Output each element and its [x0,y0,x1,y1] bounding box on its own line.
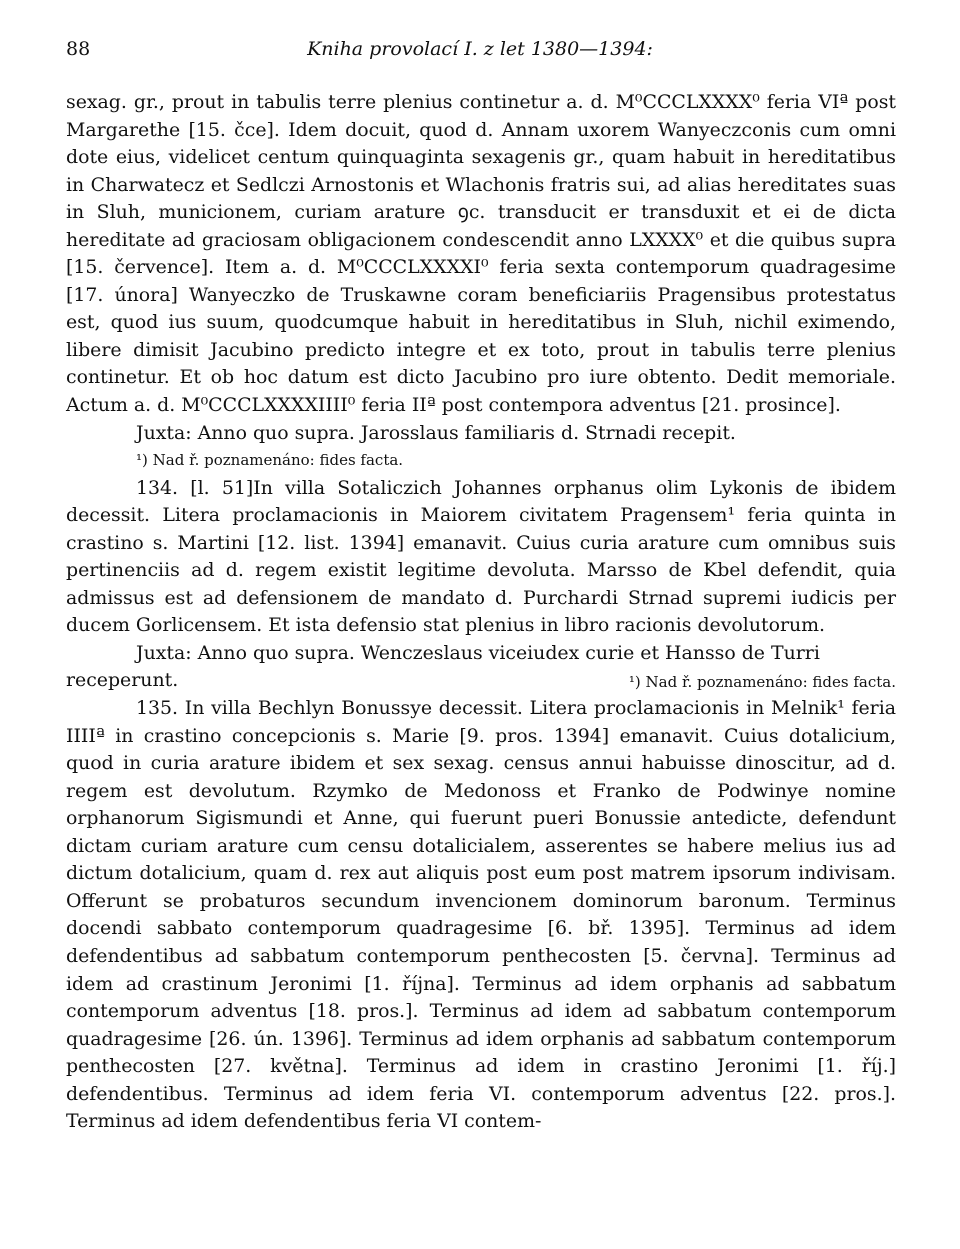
footnote-2: ¹) Nad ř. poznamenáno: fides facta. [628,673,896,692]
received-word: receperunt. [66,669,179,692]
entry-134: 134. [l. 51]In villa Sotaliczich Johannes orphanus olim Lykonis de ibidem decessit. Litera proclamacionis in Maiorem civitatem Pragensem¹ feria quinta in crastino s. Martini [12. list. 1394] emanavit. Cuius curia arature cum omnibus suis pertinenciis ad d. regem existit legitime devoluta. Marsso de Kbel defendit, quia admissus est ad defensionem de mandato d. Purchardi Strnad supremi iudicis per ducem Gorlicensem. Et ista defensio stat plenius in libro racionis devolutorum. [66,476,896,637]
page-header [66,38,894,68]
juxta-note-2: Juxta: Anno quo supra. Wenczeslaus viceiudex curie et Hansso de Turri [136,641,820,664]
running-title: Kniha provolací I. z let 1380—1394: [307,38,653,60]
footnote-1: ¹) Nad ř. poznamenáno: fides facta. [136,451,404,470]
juxta-note-2-end [66,667,896,695]
juxta-note-1: Juxta: Anno quo supra. Jarosslaus familiaris d. Strnadi recepit. [136,421,736,444]
paragraph-continued: sexag. gr., prout in tabulis terre plenius continetur a. d. M⁰CCCLXXXX⁰ feria VIª post Margarethe [15. čce]. Idem docuit, quod d. Annam uxorem Wanyeczconis cum omni dote eius, videlicet centum quinquaginta sexagenis gr., quam habuit in hereditatibus in Charwatecz et Sedlczi Arnostonis et Wlachonis fratris sui, ad alias hereditates suas in Sluh, municionem, curiam arature ꝯc. transducit er transduxit et ei de dicta hereditate ad graciosam obligacionem condescendit anno LXXXX⁰ et die quibus supra [15. července]. Item a. d. M⁰CCCLXXXXI⁰ feria sexta contemporum quadragesime [17. února] Wanyeczko de Truskawne coram beneficiariis Pragensibus protestatus est, quod ius suum, quodcumque habuit in hereditatibus in Sluh, nichil eximendo, libere dimisit Jacubino predicto integre et ex toto, prout in tabulis terre plenius continetur. Et ob hoc datum est dicto Jacubino pro iure obtento. Dedit memoriale. Actum a. d. M⁰CCCLXXXXIIII⁰ feria IIª post contempora adventus [21. prosince]. [66,91,896,417]
body-text [66,89,896,1136]
entry-135: 135. In villa Bechlyn Bonussye decessit. Litera proclamacionis in Melnik¹ feria IIIIª in crastino concepcionis s. Marie [9. pros. 1394] emanavit. Cuius dotalicium, quod in curia arature ibidem et sex sexag. census annui habuisse dinoscitur, ad d. regem est devolutum. Rzymko de Medonoss et Franko de Podwinye nomine orphanorum Sigismundi et Anne, qui fuerunt pueri Bonussie antedicte, defendunt dictam curiam arature cum censu dotalicialem, asserentes se habere melius ius ad dictum dotalicium, quam d. rex aut aliquis post eum post matrem ipsorum indivisam. Offerunt se probaturos secundum invencionem dominorum baronum. Terminus docendi sabbato contemporum quadragesime [6. bř. 1395]. Terminus ad idem defendentibus ad sabbatum contemporum penthecosten [5. června]. Terminus ad idem ad crastinum Jeronimi [1. října]. Terminus ad idem orphanis ad sabbatum contemporum adventus [18. pros.]. Terminus ad idem ad sabbatum contemporum quadragesime [26. ún. 1396]. Terminus ad idem orphanis ad sabbatum contemporum penthecosten [27. května]. Terminus ad idem in crastino Jeronimi [1. říj.] defendentibus. Terminus ad idem feria VI. contemporum adventus [22. pros.]. Terminus ad idem defendentibus feria VI contem- [66,697,896,1133]
page-number: 88 [66,38,91,60]
